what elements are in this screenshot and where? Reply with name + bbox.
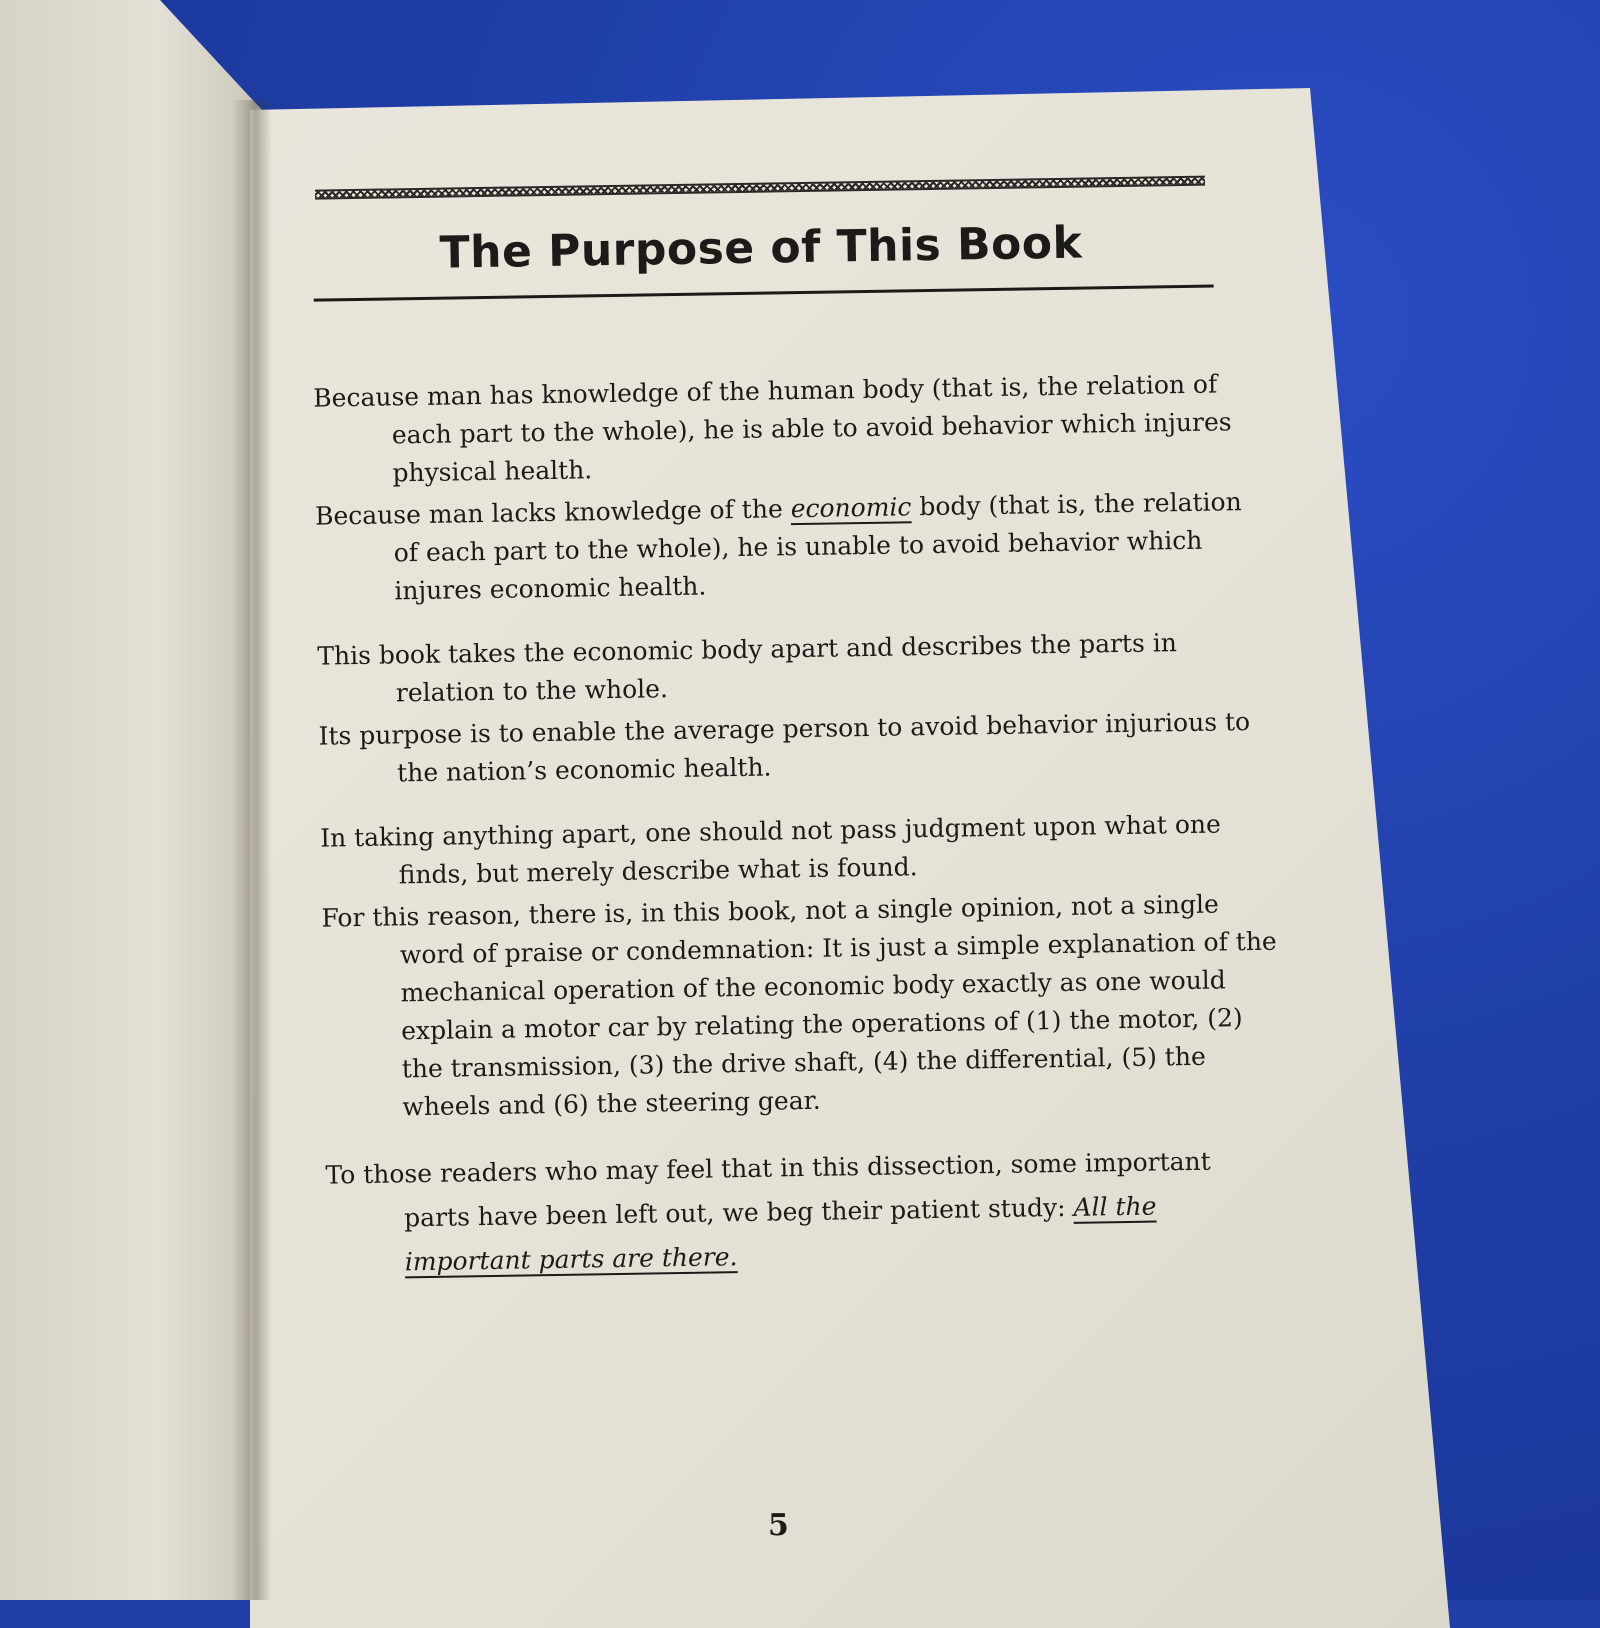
page-title: The Purpose of This Book (439, 217, 1083, 279)
page-number: 5 (768, 1508, 789, 1543)
paragraph-text: This book takes the economic body apart and describes the parts in relation to the whole. (317, 628, 1178, 708)
paragraph-book-takes-apart (317, 623, 1276, 714)
title-underline-rule (314, 285, 1214, 302)
paragraph-human-body (313, 365, 1273, 494)
emphasis-economic: economic (790, 492, 912, 524)
paragraph-no-opinion (321, 885, 1282, 1128)
paragraph-text: Its purpose is to enable the average person to avoid behavior injurious to the nation’s economic health. (318, 706, 1251, 788)
paragraph-economic-body (315, 483, 1275, 612)
paragraph-text: In taking anything apart, one should not pass judgment upon what one finds, but merely describe what is found. (319, 809, 1221, 890)
page-content (290, 175, 1277, 1290)
paragraph-readers (325, 1139, 1285, 1286)
paragraph-taking-apart (320, 805, 1279, 896)
paragraph-text-start: Because man lacks knowledge of the (314, 494, 791, 531)
paragraph-purpose (318, 703, 1277, 794)
book-gutter (232, 100, 272, 1600)
paragraph-text-end: body (that is, the relation of each part to the whole), he is unable to avoid behavior which injures economic health. (393, 487, 1242, 606)
paragraph-text: For this reason, there is, in this book, not a single opinion, not a single word of praise or condemnation: It is just a simple explanation of the mechanical operation of the economic body exactly as one would explain a motor car by relating the operations of (1) the motor, (2) the transmission, (3) the drive shaft, (4) the differential, (5) the wheels and (6) the steering gear. (321, 889, 1277, 1122)
paragraph-text: Because man has knowledge of the human body (that is, the relation of each part to the whole), he is able to avoid behavior which injures physical health. (313, 369, 1232, 488)
paragraph-text: To those readers who may feel that in this dissection, some important parts have been left out, we beg their patient study: (325, 1146, 1211, 1233)
emphasis-important-parts: All the important parts are there. (404, 1191, 1157, 1277)
